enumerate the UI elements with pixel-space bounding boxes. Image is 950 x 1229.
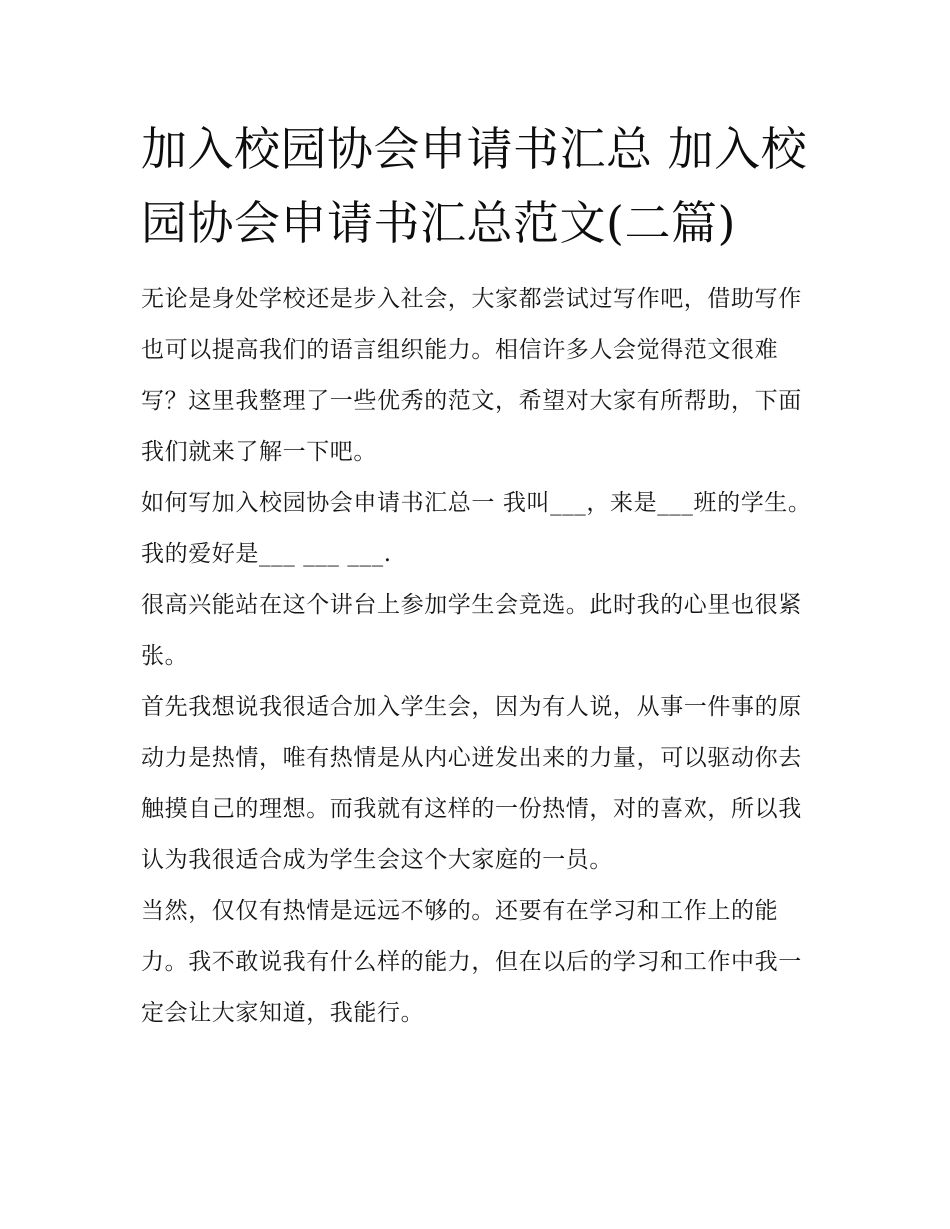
paragraph-intro: 无论是身处学校还是步入社会，大家都尝试过写作吧，借助写作也可以提高我们的语言组织能力。相信许多人会觉得范文很难写？这里我整理了一些优秀的范文，希望对大家有所帮助，下面我们就来了解一下吧。 [141, 286, 802, 465]
document-body [141, 112, 813, 1039]
paragraph-passion: 首先我想说我很适合加入学生会，因为有人说，从事一件事的原动力是热情，唯有热情是从内心迸发出来的力量，可以驱动你去触摸自己的理想。而我就有这样的一份热情，对的喜欢，所以我认为我很适合成为学生会这个大家庭的一员。 [141, 694, 802, 873]
paragraph-feeling: 很高兴能站在这个讲台上参加学生会竞选。此时我的心里也很紧张。 [141, 592, 802, 669]
paragraph-ability: 当然，仅仅有热情是远远不够的。还要有在学习和工作上的能力。我不敢说我有什么样的能力，但在以后的学习和工作中我一定会让大家知道，我能行。 [141, 898, 802, 1026]
document-title: 加入校园协会申请书汇总 加入校园协会申请书汇总范文(二篇) [141, 122, 808, 250]
paragraph-self-intro: 如何写加入校园协会申请书汇总一 我叫___，来是___班的学生。 我的爱好是___ ___ ___. [141, 490, 812, 567]
